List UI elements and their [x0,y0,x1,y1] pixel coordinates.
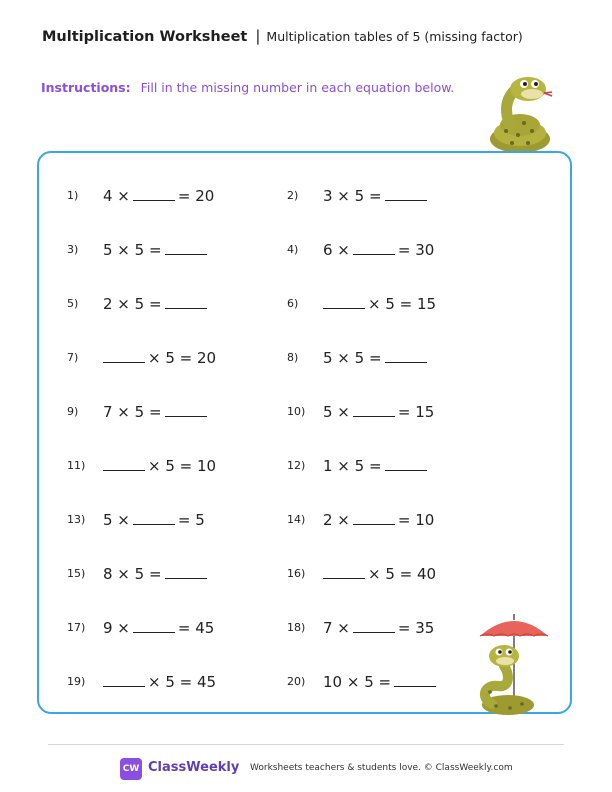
answer-blank[interactable] [353,510,395,525]
answer-blank[interactable] [385,456,427,471]
equation-left: 5 × [323,403,350,421]
problem-number: 19) [67,675,86,688]
equation-left: 1 × 5 = [323,457,382,475]
equation-left: 5 × 5 = [103,241,162,259]
problem-number: 2) [287,189,299,202]
equation-left: 8 × 5 = [103,565,162,583]
footer [0,758,612,780]
answer-blank[interactable] [103,348,145,363]
problem-number: 12) [287,459,306,472]
problem-number: 18) [287,621,306,634]
answer-blank[interactable] [165,294,207,309]
problem-number: 7) [67,351,79,364]
equation-left: 3 × 5 = [323,187,382,205]
answer-blank[interactable] [385,186,427,201]
snake-with-umbrella-icon [474,612,554,720]
equation-left: 9 × [103,619,130,637]
equation-left: 5 × [103,511,130,529]
equation-right: = 5 [177,511,205,529]
problem-number: 6) [287,297,299,310]
answer-blank[interactable] [394,672,436,687]
header-separator: | [255,27,261,45]
classweekly-logo: CW [120,758,142,780]
equation-right: × 5 = 15 [368,295,437,313]
footer-divider [48,744,564,745]
equation-left: 2 × [323,511,350,529]
answer-blank[interactable] [165,240,207,255]
problem-number: 1) [67,189,79,202]
problem-number: 16) [287,567,306,580]
instructions [41,80,454,95]
answer-blank[interactable] [133,186,175,201]
answer-blank[interactable] [165,564,207,579]
problem-number: 17) [67,621,86,634]
problem-number: 11) [67,459,86,472]
equation-right: × 5 = 40 [368,565,437,583]
equation-right: = 35 [397,619,435,637]
problem-number: 14) [287,513,306,526]
problem-number: 9) [67,405,79,418]
equation-right: = 30 [397,241,435,259]
answer-blank[interactable] [133,618,175,633]
worksheet-title: Multiplication Worksheet [42,29,248,45]
equation-left: 2 × 5 = [103,295,162,313]
answer-blank[interactable] [103,456,145,471]
snake-icon [484,73,556,155]
answer-blank[interactable] [353,402,395,417]
instructions-label: Instructions: [41,80,131,95]
problem-number: 5) [67,297,79,310]
footer-tagline: Worksheets teachers & students love. © ClassWeekly.com [250,763,513,773]
problem-number: 8) [287,351,299,364]
equation-left: 5 × 5 = [323,349,382,367]
equation-left: 10 × 5 = [323,673,392,691]
equation-left: 7 × 5 = [103,403,162,421]
equation-left: 6 × [323,241,350,259]
equation-right: = 45 [177,619,215,637]
worksheet-subtitle: Multiplication tables of 5 (missing factor) [266,29,523,44]
answer-blank[interactable] [323,564,365,579]
equation-right: = 10 [397,511,435,529]
answer-blank[interactable] [165,402,207,417]
problem-number: 13) [67,513,86,526]
equation-right: = 20 [177,187,215,205]
instructions-text: Fill in the missing number in each equation below. [140,80,455,95]
problem-number: 20) [287,675,306,688]
equation-left: 7 × [323,619,350,637]
answer-blank[interactable] [353,618,395,633]
answer-blank[interactable] [385,348,427,363]
equation-right: × 5 = 10 [148,457,217,475]
equation-right: × 5 = 45 [148,673,217,691]
answer-blank[interactable] [133,510,175,525]
problem-number: 4) [287,243,299,256]
problem-number: 10) [287,405,306,418]
equation-left: 4 × [103,187,130,205]
answer-blank[interactable] [323,294,365,309]
answer-blank[interactable] [353,240,395,255]
problem-number: 3) [67,243,79,256]
equation-right: × 5 = 20 [148,349,217,367]
equation-right: = 15 [397,403,435,421]
problem-number: 15) [67,567,86,580]
brand-name: ClassWeekly [148,760,240,775]
worksheet-header [42,27,523,45]
answer-blank[interactable] [103,672,145,687]
